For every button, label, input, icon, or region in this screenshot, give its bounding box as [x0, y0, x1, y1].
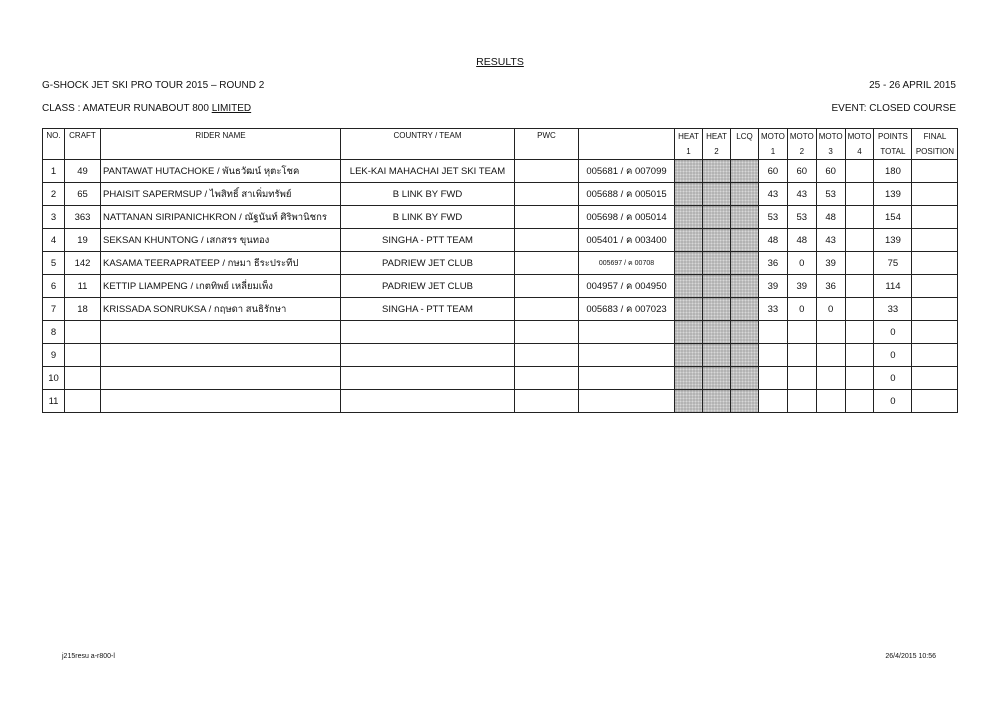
- col-moto4-num: 4: [845, 144, 874, 160]
- cell-heat1: [675, 252, 703, 275]
- cell-moto2: 0: [787, 298, 816, 321]
- cell-heat1: [675, 344, 703, 367]
- cell-rider-name: [101, 344, 341, 367]
- cell-moto1: [759, 367, 788, 390]
- cell-moto4: [845, 229, 874, 252]
- cell-final-position: [912, 252, 958, 275]
- cell-points-total: 0: [874, 321, 912, 344]
- cell-lcq: [731, 321, 759, 344]
- cell-moto2: [787, 344, 816, 367]
- col-final-position: POSITION: [912, 144, 958, 160]
- cell-final-position: [912, 321, 958, 344]
- table-row: [43, 252, 958, 275]
- cell-moto1: [759, 321, 788, 344]
- cell-moto4: [845, 275, 874, 298]
- cell-country-team: [341, 390, 515, 413]
- class-limited: LIMITED: [211, 103, 252, 114]
- cell-rider-name: [101, 390, 341, 413]
- cell-moto4: [845, 321, 874, 344]
- cell-moto1: 39: [759, 275, 788, 298]
- cell-lcq: [731, 229, 759, 252]
- cell-no: 7: [43, 298, 65, 321]
- cell-country-team: B LINK BY FWD: [341, 206, 515, 229]
- col-points: POINTS: [874, 129, 912, 145]
- cell-rider-name: PHAISIT SAPERMSUP / ไพสิทธิ์ สาเพิ่มทรัพย์: [101, 183, 341, 206]
- cell-lcq: [731, 275, 759, 298]
- cell-moto1: 33: [759, 298, 788, 321]
- col-moto3: MOTO: [816, 129, 845, 145]
- cell-moto1: 43: [759, 183, 788, 206]
- col-moto2: MOTO: [787, 129, 816, 145]
- col-heat2: HEAT: [703, 129, 731, 145]
- col-registration: [579, 129, 675, 160]
- cell-pwc: [515, 183, 579, 206]
- cell-registration: 005688 / ค 005015: [579, 183, 675, 206]
- col-pwc: PWC: [515, 129, 579, 160]
- footer-timestamp: 26/4/2015 10:56: [885, 653, 936, 660]
- cell-final-position: [912, 367, 958, 390]
- col-country-team: COUNTRY / TEAM: [341, 129, 515, 160]
- cell-no: 2: [43, 183, 65, 206]
- cell-moto4: [845, 206, 874, 229]
- results-table: [42, 128, 958, 413]
- cell-moto2: 60: [787, 160, 816, 183]
- cell-pwc: [515, 298, 579, 321]
- cell-registration: [579, 390, 675, 413]
- cell-lcq: [731, 367, 759, 390]
- cell-final-position: [912, 344, 958, 367]
- cell-lcq: [731, 160, 759, 183]
- table-row: [43, 206, 958, 229]
- cell-lcq: [731, 183, 759, 206]
- cell-craft: 65: [65, 183, 101, 206]
- table-header: [43, 129, 958, 160]
- cell-heat2: [703, 183, 731, 206]
- cell-moto2: [787, 390, 816, 413]
- cell-moto2: 0: [787, 252, 816, 275]
- cell-country-team: LEK-KAI MAHACHAI JET SKI TEAM: [341, 160, 515, 183]
- cell-moto3: [816, 344, 845, 367]
- cell-final-position: [912, 390, 958, 413]
- cell-registration: 005698 / ค 005014: [579, 206, 675, 229]
- cell-country-team: [341, 367, 515, 390]
- cell-craft: 19: [65, 229, 101, 252]
- table-row: [43, 160, 958, 183]
- cell-moto3: 0: [816, 298, 845, 321]
- table-row: [43, 344, 958, 367]
- cell-moto4: [845, 344, 874, 367]
- cell-pwc: [515, 367, 579, 390]
- cell-heat2: [703, 321, 731, 344]
- page-title: RESULTS: [476, 56, 524, 68]
- cell-heat1: [675, 275, 703, 298]
- cell-registration: [579, 367, 675, 390]
- cell-moto3: [816, 321, 845, 344]
- cell-craft: 18: [65, 298, 101, 321]
- cell-moto3: [816, 367, 845, 390]
- cell-country-team: SINGHA - PTT TEAM: [341, 229, 515, 252]
- cell-registration: 005681 / ค 007099: [579, 160, 675, 183]
- cell-moto1: 53: [759, 206, 788, 229]
- cell-points-total: 0: [874, 390, 912, 413]
- cell-country-team: [341, 321, 515, 344]
- table-row: [43, 229, 958, 252]
- cell-points-total: 33: [874, 298, 912, 321]
- col-final: FINAL: [912, 129, 958, 145]
- cell-heat1: [675, 390, 703, 413]
- cell-final-position: [912, 275, 958, 298]
- cell-moto3: 60: [816, 160, 845, 183]
- cell-moto2: 53: [787, 206, 816, 229]
- cell-no: 3: [43, 206, 65, 229]
- cell-craft: 11: [65, 275, 101, 298]
- cell-lcq: [731, 206, 759, 229]
- cell-rider-name: KASAMA TEERAPRATEEP / กษมา ธีระประทีป: [101, 252, 341, 275]
- cell-heat1: [675, 321, 703, 344]
- cell-no: 9: [43, 344, 65, 367]
- cell-country-team: PADRIEW JET CLUB: [341, 275, 515, 298]
- cell-craft: 49: [65, 160, 101, 183]
- col-rider-name: RIDER NAME: [101, 129, 341, 160]
- cell-final-position: [912, 160, 958, 183]
- cell-heat2: [703, 206, 731, 229]
- table-row: [43, 275, 958, 298]
- cell-no: 10: [43, 367, 65, 390]
- col-points-total: TOTAL: [874, 144, 912, 160]
- cell-no: 8: [43, 321, 65, 344]
- cell-registration: [579, 321, 675, 344]
- cell-country-team: SINGHA - PTT TEAM: [341, 298, 515, 321]
- cell-moto2: 48: [787, 229, 816, 252]
- cell-moto3: 39: [816, 252, 845, 275]
- cell-registration: [579, 344, 675, 367]
- cell-heat2: [703, 344, 731, 367]
- col-no: NO.: [43, 129, 65, 160]
- cell-no: 6: [43, 275, 65, 298]
- cell-country-team: PADRIEW JET CLUB: [341, 252, 515, 275]
- class-prefix: CLASS : AMATEUR RUNABOUT 800: [42, 103, 212, 114]
- cell-pwc: [515, 321, 579, 344]
- cell-heat2: [703, 252, 731, 275]
- cell-lcq: [731, 252, 759, 275]
- footer-code: j215resu a-r800-l: [62, 653, 115, 660]
- cell-country-team: B LINK BY FWD: [341, 183, 515, 206]
- cell-moto4: [845, 183, 874, 206]
- class-label: [42, 103, 251, 114]
- cell-pwc: [515, 160, 579, 183]
- cell-craft: [65, 344, 101, 367]
- table-row: [43, 298, 958, 321]
- cell-heat1: [675, 298, 703, 321]
- cell-rider-name: [101, 367, 341, 390]
- col-moto1: MOTO: [759, 129, 788, 145]
- cell-heat1: [675, 183, 703, 206]
- cell-moto3: 43: [816, 229, 845, 252]
- cell-final-position: [912, 183, 958, 206]
- cell-heat2: [703, 367, 731, 390]
- cell-moto1: 48: [759, 229, 788, 252]
- cell-points-total: 114: [874, 275, 912, 298]
- cell-craft: [65, 367, 101, 390]
- cell-lcq: [731, 390, 759, 413]
- cell-registration: 005697 / ค 00708: [579, 252, 675, 275]
- cell-rider-name: KETTIP LIAMPENG / เกตทิพย์ เหลี่ยมเพ็ง: [101, 275, 341, 298]
- cell-craft: 363: [65, 206, 101, 229]
- col-moto1-num: 1: [759, 144, 788, 160]
- col-moto2-num: 2: [787, 144, 816, 160]
- cell-moto4: [845, 298, 874, 321]
- cell-moto1: [759, 344, 788, 367]
- cell-moto3: 53: [816, 183, 845, 206]
- cell-points-total: 139: [874, 183, 912, 206]
- cell-moto3: 36: [816, 275, 845, 298]
- cell-moto2: [787, 367, 816, 390]
- cell-heat2: [703, 275, 731, 298]
- cell-pwc: [515, 344, 579, 367]
- cell-pwc: [515, 252, 579, 275]
- cell-craft: 142: [65, 252, 101, 275]
- cell-rider-name: [101, 321, 341, 344]
- cell-heat2: [703, 390, 731, 413]
- cell-registration: 005401 / ค 003400: [579, 229, 675, 252]
- cell-points-total: 154: [874, 206, 912, 229]
- cell-pwc: [515, 390, 579, 413]
- cell-lcq: [731, 298, 759, 321]
- cell-rider-name: KRISSADA SONRUKSA / กฤษดา สนธิรักษา: [101, 298, 341, 321]
- cell-moto2: 39: [787, 275, 816, 298]
- cell-lcq: [731, 344, 759, 367]
- cell-craft: [65, 321, 101, 344]
- cell-moto4: [845, 367, 874, 390]
- cell-moto2: 43: [787, 183, 816, 206]
- event-type: EVENT: CLOSED COURSE: [831, 103, 956, 114]
- cell-pwc: [515, 229, 579, 252]
- col-heat1-num: 1: [675, 144, 703, 160]
- cell-heat1: [675, 206, 703, 229]
- cell-heat1: [675, 160, 703, 183]
- cell-heat1: [675, 367, 703, 390]
- cell-final-position: [912, 298, 958, 321]
- cell-rider-name: PANTAWAT HUTACHOKE / พันธวัฒน์ หุตะโชค: [101, 160, 341, 183]
- cell-registration: 004957 / ค 004950: [579, 275, 675, 298]
- table-row: [43, 367, 958, 390]
- cell-final-position: [912, 206, 958, 229]
- col-heat1: HEAT: [675, 129, 703, 145]
- cell-no: 1: [43, 160, 65, 183]
- table-row: [43, 390, 958, 413]
- cell-final-position: [912, 229, 958, 252]
- table-row: [43, 321, 958, 344]
- cell-no: 4: [43, 229, 65, 252]
- cell-moto4: [845, 390, 874, 413]
- col-moto4: MOTO: [845, 129, 874, 145]
- event-name: G-SHOCK JET SKI PRO TOUR 2015 – ROUND 2: [42, 80, 265, 91]
- cell-points-total: 75: [874, 252, 912, 275]
- col-heat2-num: 2: [703, 144, 731, 160]
- cell-moto1: 36: [759, 252, 788, 275]
- cell-heat2: [703, 160, 731, 183]
- cell-points-total: 180: [874, 160, 912, 183]
- cell-heat1: [675, 229, 703, 252]
- col-craft: CRAFT: [65, 129, 101, 160]
- cell-moto1: 60: [759, 160, 788, 183]
- event-date: 25 - 26 APRIL 2015: [869, 80, 956, 91]
- cell-moto1: [759, 390, 788, 413]
- cell-moto2: [787, 321, 816, 344]
- col-moto3-num: 3: [816, 144, 845, 160]
- cell-pwc: [515, 206, 579, 229]
- cell-pwc: [515, 275, 579, 298]
- table-row: [43, 183, 958, 206]
- cell-country-team: [341, 344, 515, 367]
- cell-no: 11: [43, 390, 65, 413]
- cell-points-total: 0: [874, 367, 912, 390]
- cell-no: 5: [43, 252, 65, 275]
- col-lcq: LCQ: [731, 129, 759, 145]
- col-lcq-blank: [731, 144, 759, 160]
- cell-rider-name: SEKSAN KHUNTONG / เสกสรร ขุนทอง: [101, 229, 341, 252]
- cell-points-total: 139: [874, 229, 912, 252]
- cell-registration: 005683 / ค 007023: [579, 298, 675, 321]
- cell-craft: [65, 390, 101, 413]
- cell-points-total: 0: [874, 344, 912, 367]
- cell-moto4: [845, 160, 874, 183]
- cell-moto3: [816, 390, 845, 413]
- cell-heat2: [703, 229, 731, 252]
- cell-rider-name: NATTANAN SIRIPANICHKRON / ณัฐนันท์ ศิริพานิชกร: [101, 206, 341, 229]
- table-body: [43, 160, 958, 413]
- cell-moto4: [845, 252, 874, 275]
- cell-heat2: [703, 298, 731, 321]
- cell-moto3: 48: [816, 206, 845, 229]
